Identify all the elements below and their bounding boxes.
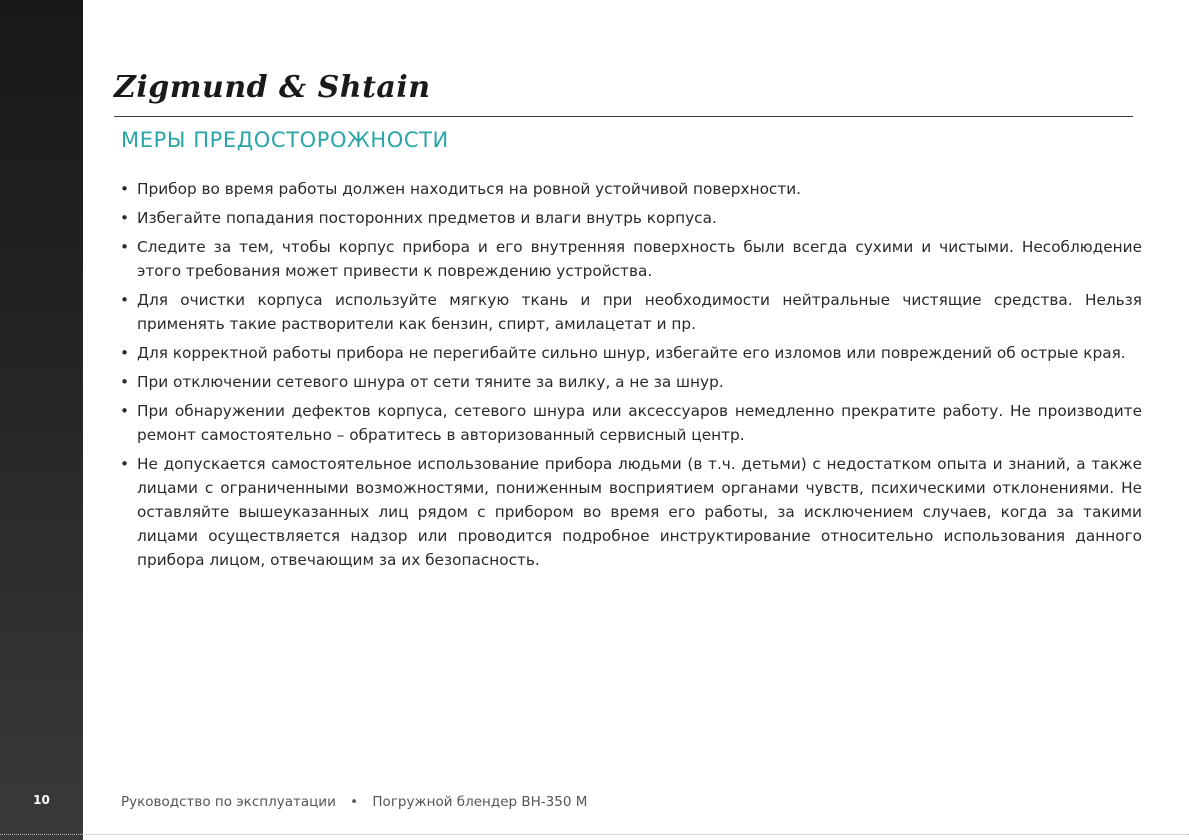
list-item <box>120 206 1142 230</box>
side-bar <box>0 0 83 840</box>
footer-separator: • <box>350 794 359 810</box>
page-number: 10 <box>33 793 50 807</box>
bullet-icon: • <box>120 373 130 391</box>
bullet-icon: • <box>120 344 130 362</box>
page-edge-divider <box>0 834 1189 835</box>
list-item <box>120 235 1142 283</box>
bullet-icon: • <box>120 238 130 256</box>
list-item-text: Избегайте попадания посторонних предметов и влаги внутрь корпуса. <box>137 209 717 227</box>
list-item <box>120 370 1142 394</box>
header-divider <box>114 116 1133 117</box>
bullet-icon: • <box>120 455 130 473</box>
list-item-text: Следите за тем, чтобы корпус прибора и его внутренняя поверхность были всегда сухими и чистыми. Несоблюдение этого требования может привести к повреждению устройства. <box>137 238 1142 280</box>
list-item <box>120 341 1142 365</box>
list-item-text: При обнаружении дефектов корпуса, сетевого шнура или аксессуаров немедленно прекратите работу. Не производите ремонт самостоятельно – обратитесь в авторизованный сервисный центр. <box>137 402 1142 444</box>
list-item <box>120 288 1142 336</box>
list-item <box>120 177 1142 201</box>
section-title: МЕРЫ ПРЕДОСТОРОЖНОСТИ <box>121 128 449 152</box>
precautions-list <box>120 177 1142 577</box>
list-item-text: При отключении сетевого шнура от сети тяните за вилку, а не за шнур. <box>137 373 724 391</box>
footer-manual-label: Руководство по эксплуатации <box>121 794 336 810</box>
list-item-text: Для корректной работы прибора не перегибайте сильно шнур, избегайте его изломов или повреждений об острые края. <box>137 344 1126 362</box>
list-item <box>120 452 1142 572</box>
bullet-icon: • <box>120 291 130 309</box>
list-item-text: Для очистки корпуса используйте мягкую ткань и при необходимости нейтральные чистящие средства. Нельзя применять такие растворители как бензин, спирт, амилацетат и пр. <box>137 291 1142 333</box>
list-item-text: Не допускается самостоятельное использование прибора людьми (в т.ч. детьми) с недостатком опыта и знаний, а также лицами с ограниченными возможностями, пониженным восприятием органами чувств, психическими отклонениями. Не оставляйте вышеуказанных лиц рядом с прибором во время его работы, за исключением случаев, когда за такими лицами осуществляется надзор или проводится подробное инструктирование относительно использования данного прибора лицом, отвечающим за их безопасность. <box>137 455 1142 569</box>
bullet-icon: • <box>120 180 130 198</box>
list-item-text: Прибор во время работы должен находиться на ровной устойчивой поверхности. <box>137 180 802 198</box>
footer <box>121 794 587 810</box>
brand-logo: Zigmund & Shtain <box>114 70 431 105</box>
list-item <box>120 399 1142 447</box>
footer-product-label: Погружной блендер BH-350 M <box>372 794 588 810</box>
bullet-icon: • <box>120 209 130 227</box>
bullet-icon: • <box>120 402 130 420</box>
